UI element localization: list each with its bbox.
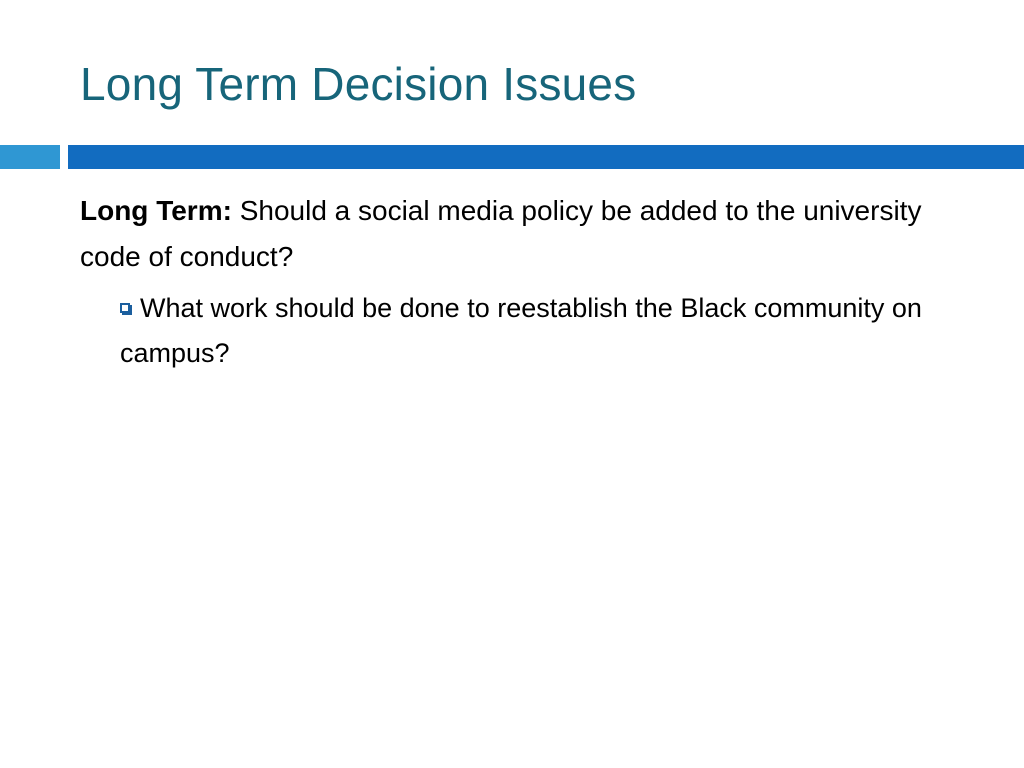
sub-decision-issue: [120, 286, 960, 376]
hollow-square-bullet-icon: [120, 303, 130, 313]
sub-decision-question: What work should be done to reestablish the Black community on campus?: [120, 293, 922, 368]
slide-title: Long Term Decision Issues: [80, 58, 637, 110]
title-accent-bar-short: [0, 145, 60, 169]
main-decision-issue: [80, 188, 960, 280]
slide-content: [80, 188, 960, 376]
long-term-label: Long Term:: [80, 195, 232, 226]
title-accent-bar-long: [68, 145, 1024, 169]
long-term-question: Should a social media policy be added to the university code of conduct?: [80, 195, 922, 272]
